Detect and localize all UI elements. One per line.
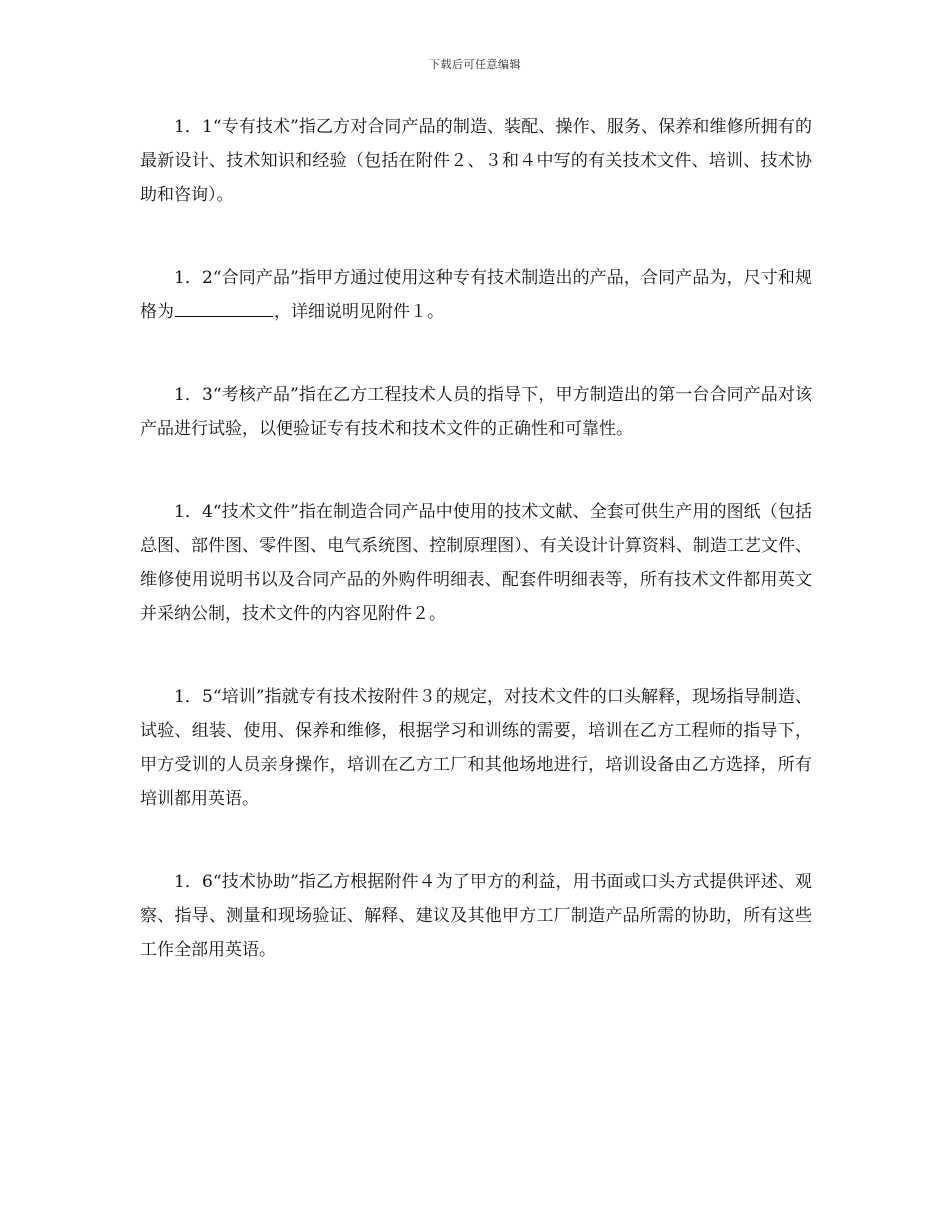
clause-1-2-text-after: ，详细说明见附件１。	[274, 302, 444, 322]
fill-in-blank	[175, 296, 273, 317]
clause-1-3: 1．3“考核产品”指在乙方工程技术人员的指导下，甲方制造出的第一台合同产品对该产品进行试验，以便验证专有技术和技术文件的正确性和可靠性。	[140, 385, 812, 439]
page-header: 下载后可任意编辑	[429, 58, 521, 71]
document-body	[140, 110, 812, 967]
clause-1-6: 1．6“技术协助”指乙方根据附件４为了甲方的利益，用书面或口头方式提供评述、观察、指导、测量和现场验证、解释、建议及其他甲方工厂制造产品所需的协助，所有这些工作全部用英语。	[140, 872, 812, 960]
clause-1-2-text-before: 1．2“合同产品”指甲方通过使用这种专有技术制造出的产品，合同产品为，尺寸和规格为	[140, 268, 812, 322]
clause-1-5: 1．5“培训”指就专有技术按附件３的规定，对技术文件的口头解释，现场指导制造、试验、组装、使用、保养和维修，根据学习和训练的需要，培训在乙方工程师的指导下，甲方受训的人员亲身操作，培训在乙方工厂和其他场地进行，培训设备由乙方选择，所有培训都用英语。	[140, 687, 812, 809]
clause-1-2	[140, 261, 812, 329]
clause-1-4: 1．4“技术文件”指在制造合同产品中使用的技术文献、全套可供生产用的图纸（包括总图、部件图、零件图、电气系统图、控制原理图）、有关设计计算资料、制造工艺文件、维修使用说明书以及合同产品的外购件明细表、配套件明细表等，所有技术文件都用英文并采纳公制，技术文件的内容见附件２。	[140, 502, 812, 624]
clause-1-1: 1．1“专有技术”指乙方对合同产品的制造、装配、操作、服务、保养和维修所拥有的最新设计、技术知识和经验（包括在附件２、３和４中写的有关技术文件、培训、技术协助和咨询）。	[140, 117, 812, 205]
